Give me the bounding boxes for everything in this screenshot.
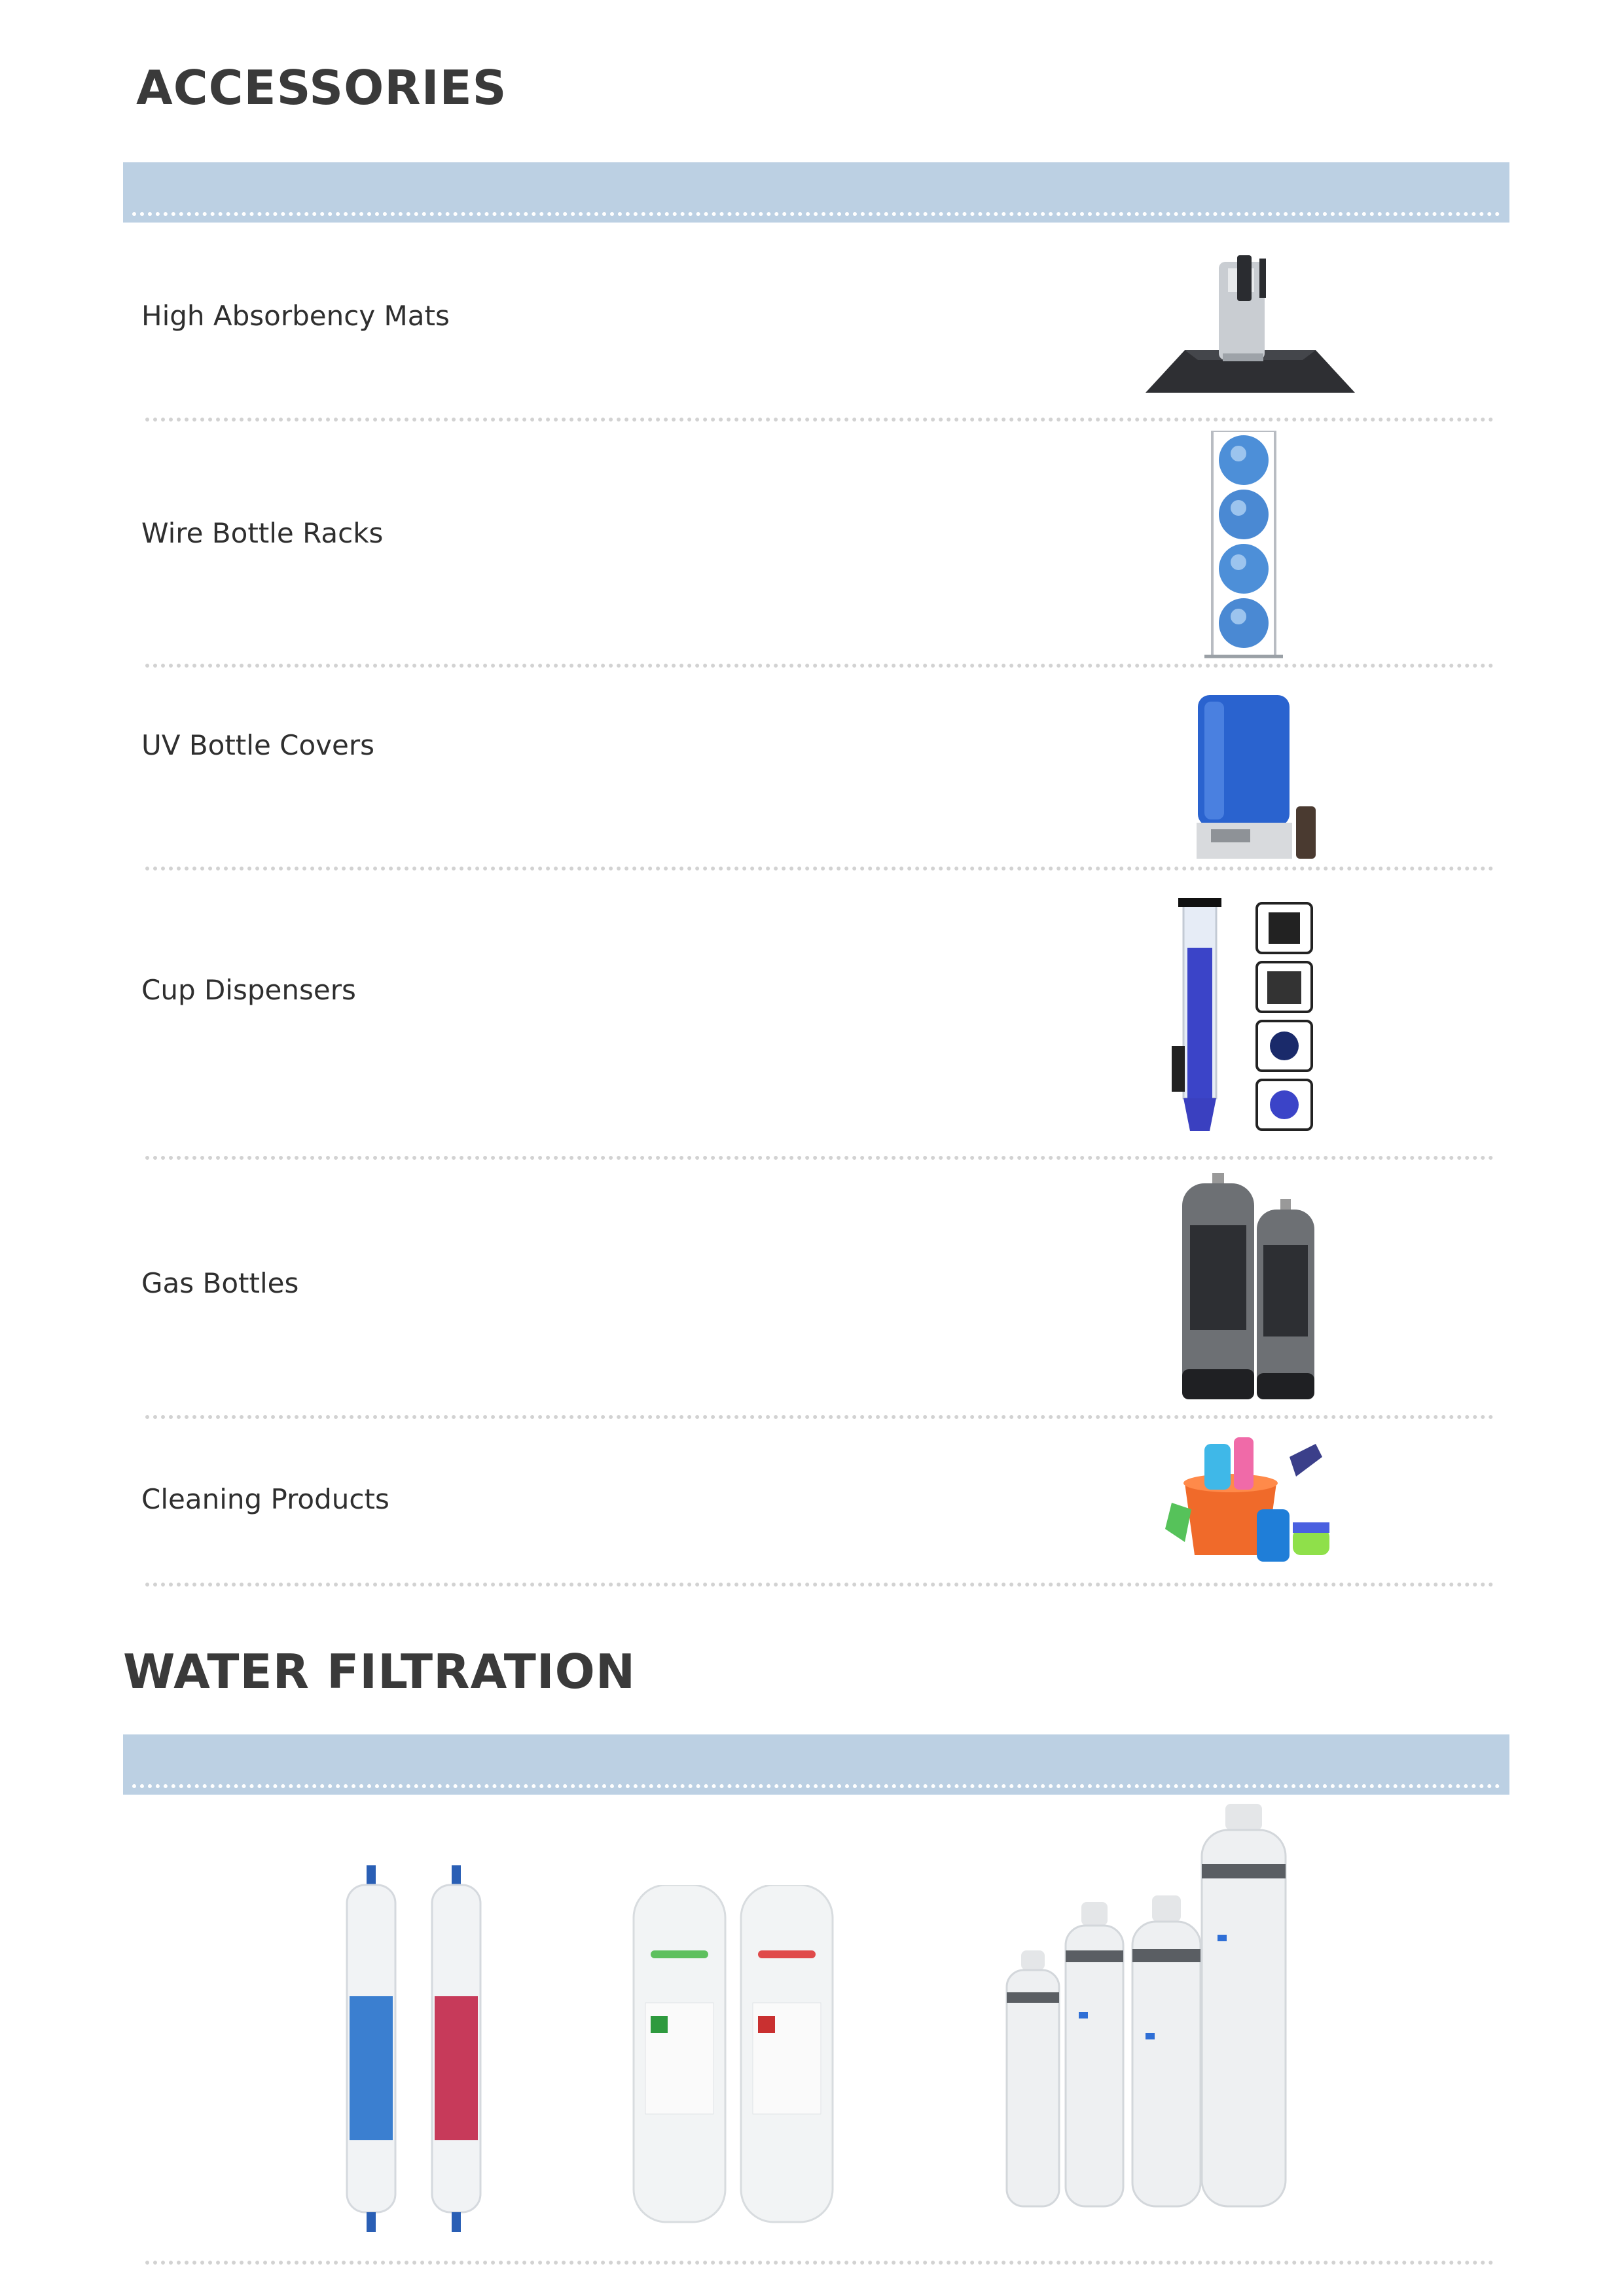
- fluuk-cartridges-image: [995, 1804, 1322, 2210]
- carbon-block-filters-image: [628, 1885, 838, 2225]
- section-band-accessories: [123, 162, 1509, 223]
- item-label-cup-dispensers: Cup Dispensers: [141, 974, 356, 1006]
- item-label-racks: Wire Bottle Racks: [141, 517, 384, 549]
- inline-filters-image: [340, 1865, 511, 2232]
- separator: [145, 664, 1494, 668]
- item-label-covers: UV Bottle Covers: [141, 729, 374, 761]
- section-title-accessories: ACCESSORIES: [136, 60, 507, 115]
- rack-image: [1204, 431, 1283, 660]
- section-band-water-filtration: [123, 1734, 1509, 1795]
- separator: [145, 1156, 1494, 1160]
- mat-image: [1139, 255, 1362, 399]
- item-label-mats: High Absorbency Mats: [141, 300, 450, 332]
- separator: [145, 867, 1494, 870]
- gas-bottles-image: [1176, 1173, 1333, 1402]
- bottle-cover-image: [1185, 689, 1329, 859]
- separator: [145, 1583, 1494, 1587]
- separator: [145, 1415, 1494, 1419]
- separator: [145, 2261, 1494, 2265]
- section-title-water-filtration: WATER FILTRATION: [123, 1644, 636, 1699]
- separator: [145, 418, 1494, 422]
- item-label-gas-bottles: Gas Bottles: [141, 1267, 299, 1299]
- cup-dispenser-image: [1165, 895, 1335, 1138]
- item-label-cleaning: Cleaning Products: [141, 1483, 389, 1515]
- cleaning-products-image: [1159, 1431, 1335, 1568]
